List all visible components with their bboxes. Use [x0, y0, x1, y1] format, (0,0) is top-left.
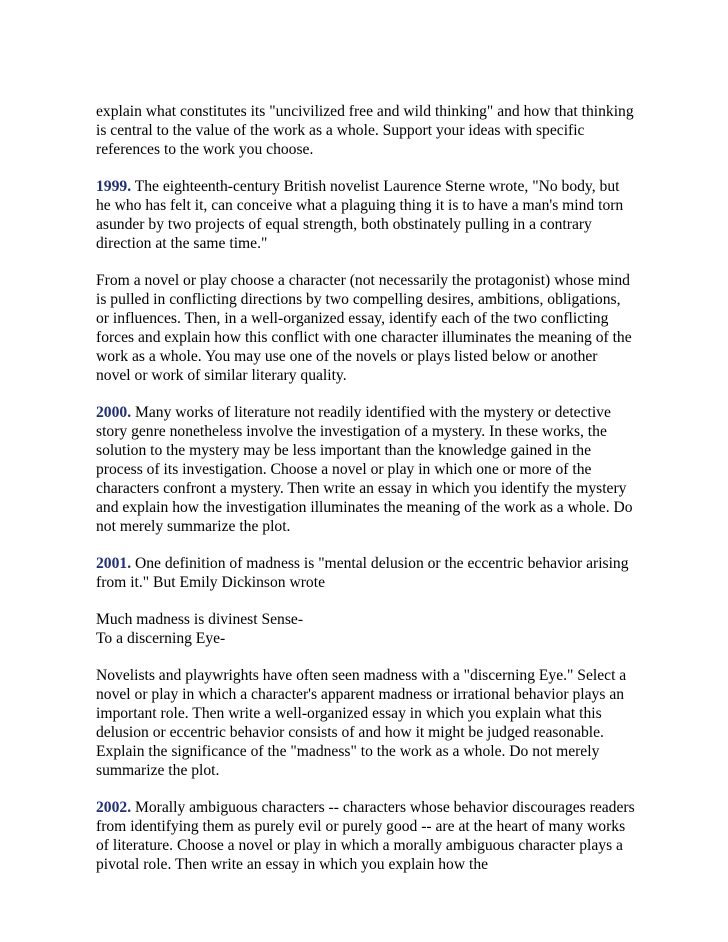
paragraph-text: Morally ambiguous characters -- characters whose behavior discourages readers from identifying them as purely evil or purely good -- are at the heart of many works of literature. Choose a novel or play in which a morally ambiguous character plays a pivotal role. Then write an essay in which you explain how the	[96, 799, 635, 873]
paragraph-text: Novelists and playwrights have often seen madness with a "discerning Eye." Select a novel or play in which a character's apparent madness or irrational behavior plays an important role. Then write a well-organized essay in which you explain what this delusion or eccentric behavior consists of and how it might be judged reasonable. Explain the significance of the "madness" to the work as a whole. Do not merely summarize the plot.	[96, 667, 627, 779]
paragraph-2001-prompt	[96, 666, 636, 780]
paragraph-1999-quote	[96, 177, 636, 253]
paragraph-2002	[96, 798, 636, 874]
poem-line-2: To a discerning Eye-	[96, 630, 226, 647]
year-label-2001: 2001.	[96, 555, 132, 572]
paragraph-2001	[96, 554, 636, 592]
paragraph-text: Many works of literature not readily identified with the mystery or detective story genre nonetheless involve the investigation of a mystery. In these works, the solution to the mystery may be less important than the knowledge gained in the process of its investigation. Choose a novel or play in which one or more of the characters confront a mystery. Then write an essay in which you identify the mystery and explain how the investigation illuminates the meaning of the work as a whole. Do not merely summarize the plot.	[96, 404, 633, 535]
year-label-2002: 2002.	[96, 799, 132, 816]
paragraph-intro	[96, 102, 636, 159]
paragraph-text: The eighteenth-century British novelist Laurence Sterne wrote, "No body, but he who has felt it, can conceive what a plaguing thing it is to have a man's mind torn asunder by two projects of equal strength, both obstinately pulling in a contrary direction at the same time."	[96, 178, 624, 252]
poem-line-1: Much madness is divinest Sense-	[96, 611, 304, 628]
paragraph-text: One definition of madness is "mental delusion or the eccentric behavior arising from it." But Emily Dickinson wrote	[96, 555, 629, 591]
paragraph-2000	[96, 403, 636, 536]
paragraph-1999-prompt	[96, 271, 636, 385]
year-label-2000: 2000.	[96, 404, 132, 421]
poem-quote	[96, 610, 636, 648]
year-label-1999: 1999.	[96, 178, 132, 195]
document-page	[96, 102, 636, 892]
paragraph-text: explain what constitutes its "uncivilized free and wild thinking" and how that thinking is central to the value of the work as a whole. Support your ideas with specific references to the work you choose.	[96, 103, 634, 158]
paragraph-text: From a novel or play choose a character (not necessarily the protagonist) whose mind is pulled in conflicting directions by two compelling desires, ambitions, obligations, or influences. Then, in a well-organized essay, identify each of the two conflicting forces and explain how this conflict with one character illuminates the meaning of the work as a whole. You may use one of the novels or plays listed below or another novel or work of similar literary quality.	[96, 272, 632, 384]
